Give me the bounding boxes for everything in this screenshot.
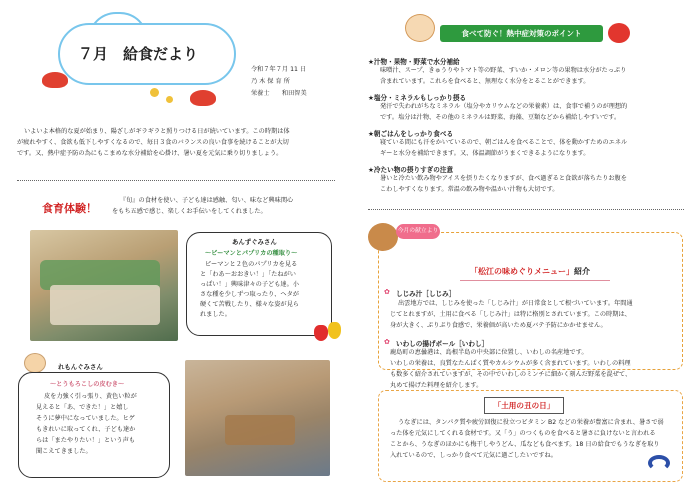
intro-line: いよいよ本格的な夏が始まり、陽ざしがギラギラと照りつける日が続いています。この時期は体 [24,128,290,135]
iwashi-text: も数多く紹介されていますが、その中でいわしのミンチに細かく刻んだ野菜を混ぜて、 [390,371,632,378]
shijimi-head: しじみ汁［しじみ］ [396,290,456,298]
dotted-divider [17,180,335,181]
section-head: ★塩分・ミネラルもしっかり摂る [368,94,467,102]
section-text: です。塩分は汁物、その他のミネラルは野菜、海藻、豆類などから補給しやすいです。 [380,114,621,121]
section-head: ★朝ごはんをしっかり食べる [368,130,454,138]
eel-icon [648,455,670,471]
shijimi-text: 身が大きく、ぷりぷり食感で、栄養価が高いため夏バテ予防にかかせません。 [390,322,607,329]
iwashi-text: いわしの栄養は、良質なたんぱく質やカルシウムが多く含まれています。いわしの料理 [390,360,631,367]
anzu-text: 硬くて苦戦したり、様々な姿が見ら [200,301,299,308]
shijimi-text: じてとれますが、土用に食べる「しじみ汁」は特に格別とされています。この時期は、 [390,311,631,318]
section-text: 含まれています。これらを食べると、無理なく水分をとることができます。 [380,78,590,85]
author: 栄養士 和田智美 [251,90,307,97]
experience-title: 食育体験！ [42,202,97,215]
remon-text: 見えると「あ、できた！」と嬉し [36,404,129,411]
doyo-text: った体を元気にしてくれる食材です。又「う」のつくものを食べると暑さに負けないと言われる [390,430,656,437]
section-head: ★冷たい物の摂りすぎの注意 [368,166,454,174]
anzu-text: ピーマンと２色のパプリカを見る [205,261,298,268]
crab-icon [42,72,68,88]
experience-text: 『旬』の食材を使い、子ども達は感触、匂い、味など興味関心 [120,197,294,204]
section-head: ★汁物・果物・野菜で水分補給 [368,58,460,66]
remon-text: もきれいに取ってくれ、子ども達か [36,426,136,433]
remon-text: らは「またやりたい！」という声も [36,437,135,444]
section-text: 発汗で失われがちなミネラル（塩分やカリウムなどの栄養素）は、食事で補うのが理想的 [380,103,628,110]
page-title: ７月 給食だより [78,45,199,63]
section-text: 寝ている間にも汗をかいているので、朝ごはんを食べることで、体を動かすためのエネル [380,139,628,146]
menu-badge: 今月の献立より [396,224,440,239]
anzu-text: さな種を少しずつ取ったり、ヘタが [200,291,299,298]
intro-line: です。又、熱中症予防の為にもこまめな水分補給を心掛け、暑い夏を元気に乗り切りましょう。 [17,150,283,157]
remon-text: 皮を力強く引っ張り、黄色い粒が [44,393,137,400]
iwashi-text: 丸めて揚げた料理を紹介します。 [390,382,483,389]
title-underline [460,280,610,281]
doyo-text: うなぎには、タンパク質や疲労回復に役立つビタミン B2 などの栄養が豊富に含まれ、暑さで弱 [398,419,664,426]
anzu-text: と「わあ～おおきい！」「たねがい [200,271,296,278]
doyo-text: 入れているので、しっかり食べて元気に過ごしたいですね。 [390,452,557,459]
menu-title-main: 「松江の味めぐりメニュー」 [470,267,574,276]
date: 令和７年７月 11 日 [251,66,307,73]
pepper-icon [314,325,328,341]
children-photo-2 [185,360,330,476]
shell-icon [150,88,159,97]
dotted-divider [368,209,684,210]
menu-title-tail: 紹介 [574,267,590,276]
shell-icon [166,96,173,103]
section-text: ギーと水分を補給できます。又、体温調節がうまくできるようになります。 [380,150,590,157]
doyo-title: 「土用の丑の日」 [484,397,564,414]
anzu-text: っぱい！」興味津々の子ども達。小 [200,281,299,288]
flower-icon: ✿ [384,288,390,296]
crab-icon [190,90,216,106]
remon-activity: ～とうもろこしの皮むき～ [50,381,125,388]
doyo-text: ことから、うなぎのほかにも梅干しやうどん、瓜なども食べます。18 日の給食でもうなぎを取り [390,441,660,448]
chef-icon [24,353,46,373]
experience-text: をもち五感で感じ、楽しくお手伝いをしてくれました。 [112,208,267,215]
child-eating-icon [405,14,435,42]
shijimi-text: 出雲地方では、しじみを使った「しじみ汁」が日常食として根づいています。年間通 [398,300,633,307]
flower-icon: ✿ [384,338,390,346]
remon-class-name: れもんぐみさん [58,363,103,371]
remon-text: 聞こえてきました。 [36,448,92,455]
school-name: 乃 木 保 育 所 [251,78,290,85]
pepper-icon [328,322,341,339]
anzu-text: れました。 [200,311,231,318]
children-photo [30,230,178,341]
bear-icon [368,223,398,251]
anzu-activity: ～ピーマンとパプリカの種取り～ [205,250,298,257]
remon-text: そうに夢中になっていました。ヒゲ [36,415,135,422]
section-text: こわしやすくなります。常温の飲み物や温かい汁物も大切です。 [380,186,559,193]
heatstroke-banner: 食べて防ぐ！熱中症対策のポイント [440,25,603,42]
tomato-icon [608,23,630,43]
iwashi-text: 鹿島町の恵曇港は、島根半島の中央部に位置し、いわしの名産地です。 [390,349,588,356]
anzu-class-name: あんずぐみさん [232,238,277,246]
iwashi-head: いわしの揚げボール［いわし］ [396,340,489,348]
intro-line: が疲れやすく、食欲も低下しやすくなるので、毎日３食のバランスの良い食事を続けることが大切 [17,139,289,146]
section-text: 味噌汁、スープ、きゅうりやトマト等の野菜、すいか・メロン等の果物は水分がたっぷり [380,67,627,74]
menu-title [470,266,590,277]
section-text: 暑いと冷たい飲み物やアイスを摂りたくなりますが、食べ過ぎると食欲が落ちたりお腹を [380,175,627,182]
